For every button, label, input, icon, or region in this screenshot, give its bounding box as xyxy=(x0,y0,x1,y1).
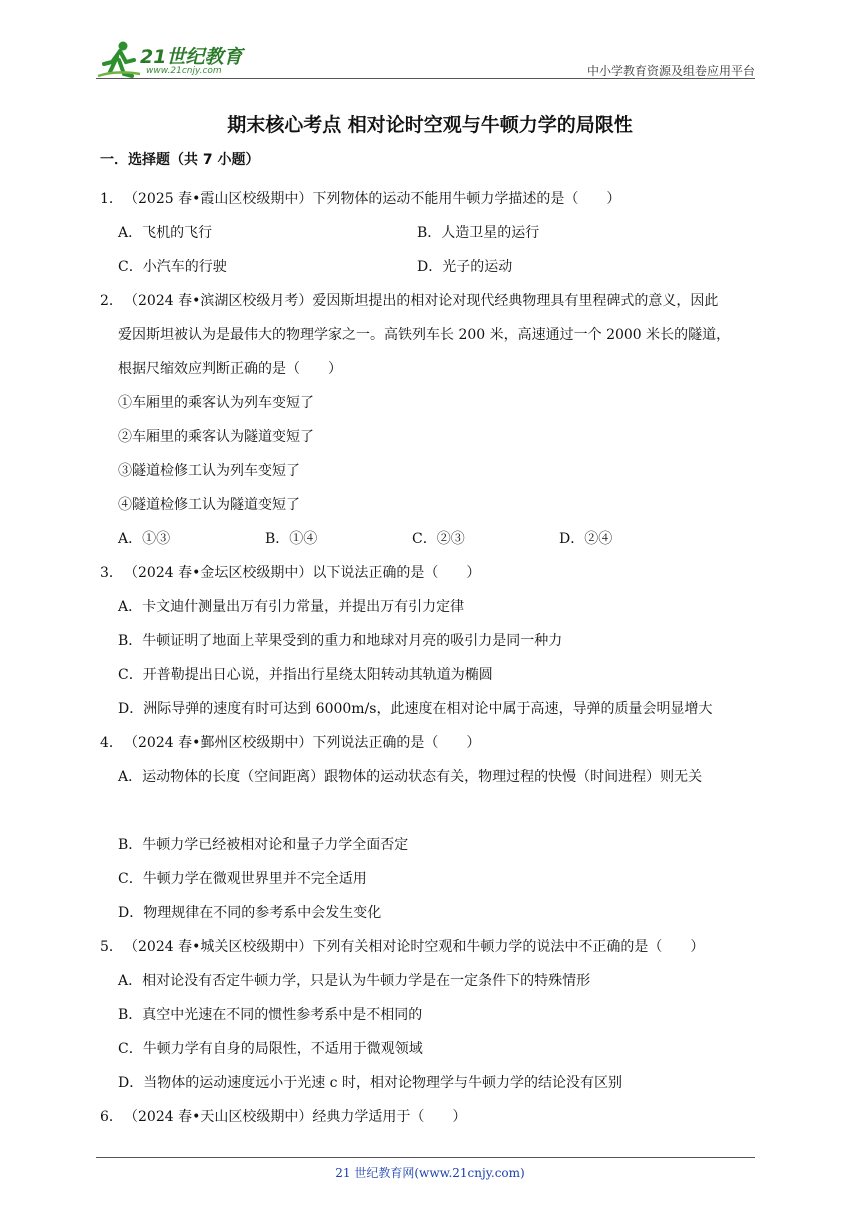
question-stem-continued: 爱因斯坦被认为是最伟大的物理学家之一。高铁列车长 200 米，高速通过一个 2000 米长的隧道， xyxy=(118,327,731,343)
question-stem: （2024 春•鄞州区校级期中）下列说法正确的是（ ） xyxy=(124,735,481,751)
question-stem: （2024 春•金坛区校级期中）以下说法正确的是（ ） xyxy=(124,565,481,581)
question-1 xyxy=(100,182,760,216)
question-stem: （2025 春•霞山区校级期中）下列物体的运动不能用牛顿力学描述的是（ ） xyxy=(124,191,621,207)
option-b: B．牛顿力学已经被相对论和量子力学全面否定 xyxy=(118,837,409,853)
option-a: A．飞机的飞行 xyxy=(118,225,213,241)
logo xyxy=(96,40,266,80)
option-d: D．物理规律在不同的参考系中会发生变化 xyxy=(118,905,382,921)
blank-line xyxy=(100,794,760,828)
option-d: D．洲际导弹的速度有时可达到 6000m/s，此速度在相对论中属于高速，导弹的质量会明显增大 xyxy=(118,701,713,717)
option-c: C．牛顿力学有自身的局限性，不适用于微观领域 xyxy=(118,1041,423,1057)
question-1-options-2 xyxy=(100,250,760,284)
question-4 xyxy=(100,726,760,760)
question-number: 5． xyxy=(100,939,123,955)
option-d: D．光子的运动 xyxy=(417,259,513,275)
page-header xyxy=(96,40,755,82)
option-b: B．①④ xyxy=(265,531,318,547)
option-a: A．相对论没有否定牛顿力学，只是认为牛顿力学是在一定条件下的特殊情形 xyxy=(118,973,591,989)
header-divider xyxy=(96,78,755,79)
logo-url: www.21cnjy.com xyxy=(146,66,222,76)
option-b: B．真空中光速在不同的惯性参考系中是不相同的 xyxy=(118,1007,423,1023)
option-c: C．②③ xyxy=(412,531,465,547)
page-footer: 21 世纪教育网(www.21cnjy.com) xyxy=(335,1166,525,1180)
page-title: 期末核心考点 相对论时空观与牛顿力学的局限性 xyxy=(227,114,633,136)
statement-1: ①车厢里的乘客认为列车变短了 xyxy=(118,395,314,411)
option-a: A．①③ xyxy=(118,531,171,547)
section-heading: 一．选择题（共 7 小题） xyxy=(100,152,260,168)
option-c: C．牛顿力学在微观世界里并不完全适用 xyxy=(118,871,367,887)
option-d: D．②④ xyxy=(559,531,613,547)
question-list xyxy=(100,148,760,1134)
question-stem: （2024 春•滨湖区校级月考）爱因斯坦提出的相对论对现代经典物理具有里程碑式的意义，因此 xyxy=(124,293,719,309)
question-stem: （2024 春•天山区校级期中）经典力学适用于（ ） xyxy=(124,1109,467,1125)
option-b: B．人造卫星的运行 xyxy=(417,225,540,241)
question-6 xyxy=(100,1100,760,1134)
option-d: D．当物体的运动速度远小于光速 c 时，相对论物理学与牛顿力学的结论没有区别 xyxy=(118,1075,622,1091)
question-1-options xyxy=(100,216,760,250)
question-number: 1． xyxy=(100,191,123,207)
runner-logo-icon xyxy=(96,40,142,80)
question-number: 6． xyxy=(100,1109,123,1125)
statement-4: ④隧道检修工认为隧道变短了 xyxy=(118,497,300,513)
question-2 xyxy=(100,284,760,318)
option-a: A．运动物体的长度（空间距离）跟物体的运动状态有关，物理过程的快慢（时间进程）则无关 xyxy=(118,769,703,785)
question-5 xyxy=(100,930,760,964)
option-a: A．卡文迪什测量出万有引力常量，并提出万有引力定律 xyxy=(118,599,465,615)
question-2-options xyxy=(100,522,760,556)
question-stem-continued: 根据尺缩效应判断正确的是（ ） xyxy=(118,361,342,377)
option-b: B．牛顿证明了地面上苹果受到的重力和地球对月亮的吸引力是同一种力 xyxy=(118,633,563,649)
question-number: 3． xyxy=(100,565,123,581)
statement-3: ③隧道检修工认为列车变短了 xyxy=(118,463,300,479)
option-c: C．开普勒提出日心说，并指出行星绕太阳转动其轨道为椭圆 xyxy=(118,667,493,683)
platform-name: 中小学教育资源及组卷应用平台 xyxy=(586,64,755,78)
option-c: C．小汽车的行驶 xyxy=(118,259,227,275)
question-3 xyxy=(100,556,760,590)
question-stem: （2024 春•城关区校级期中）下列有关相对论时空观和牛顿力学的说法中不正确的是（ ） xyxy=(124,939,705,955)
footer-divider xyxy=(96,1157,755,1158)
question-number: 2． xyxy=(100,293,123,309)
statement-2: ②车厢里的乘客认为隧道变短了 xyxy=(118,429,314,445)
logo-text: 21世纪教育 xyxy=(140,46,243,68)
question-number: 4． xyxy=(100,735,123,751)
